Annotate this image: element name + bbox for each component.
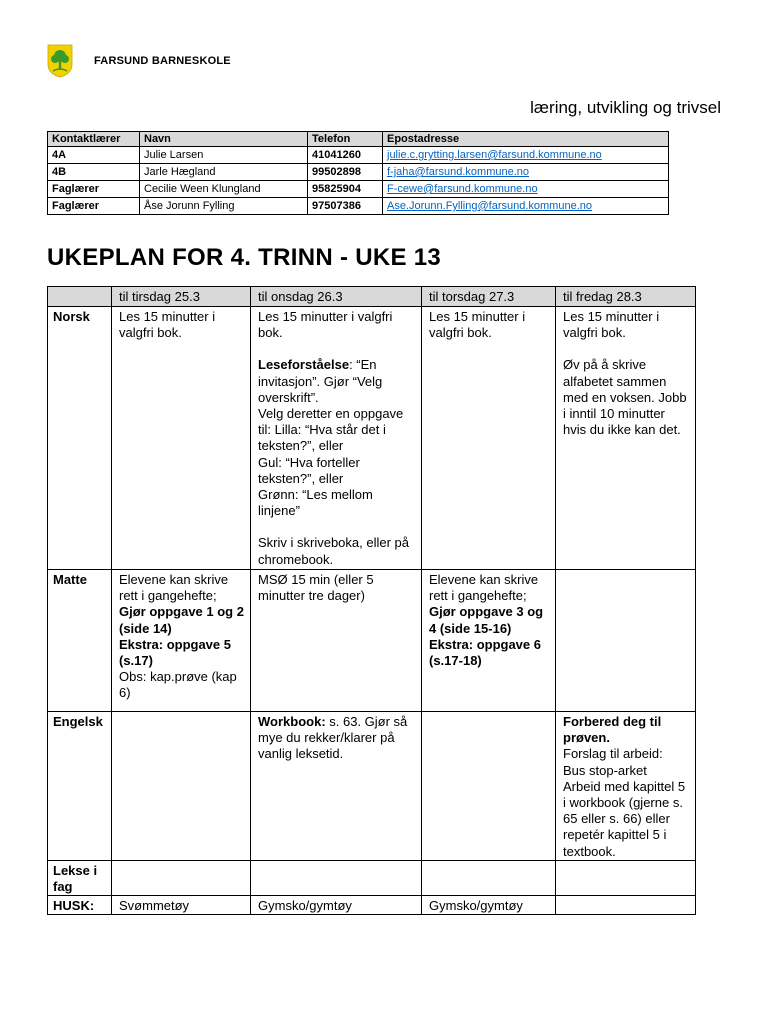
norsk-wed-task: Leseforståelse: “En invitasjon”. Gjør “Velg overskrift”. bbox=[258, 357, 383, 405]
contact-phone: 99502898 bbox=[308, 164, 383, 181]
norsk-wed-write: Skriv i skriveboka, eller på chromebook. bbox=[258, 535, 409, 567]
contact-name: Julie Larsen bbox=[140, 147, 308, 164]
subject-label: Engelsk bbox=[48, 712, 112, 861]
norsk-friday bbox=[556, 307, 696, 570]
norsk-fri-reading: Les 15 minutter i valgfri bok. bbox=[563, 309, 660, 341]
lekse-tuesday bbox=[112, 860, 251, 895]
week-plan-table bbox=[47, 286, 696, 915]
norsk-fri-alphabet: Øv på å skrive alfabetet sammen med en voksen. Jobb i inntil 10 minutter hvis du ikke kan det. bbox=[563, 357, 687, 438]
subject-row-lekse bbox=[48, 860, 696, 895]
norsk-wed-reading: Les 15 minutter i valgfri bok. bbox=[258, 309, 393, 341]
subject-label: Lekse i fag bbox=[48, 860, 112, 895]
table-row bbox=[48, 164, 669, 181]
norsk-wednesday bbox=[251, 307, 422, 570]
contact-email-link[interactable]: F-cewe@farsund.kommune.no bbox=[387, 183, 538, 195]
farsund-crest-icon bbox=[47, 44, 73, 78]
contact-phone: 41041260 bbox=[308, 147, 383, 164]
day-header-tuesday: til tirsdag 25.3 bbox=[112, 287, 251, 307]
contact-email-link[interactable]: julie.c.grytting.larsen@farsund.kommune.no bbox=[387, 149, 602, 161]
contact-role: Faglærer bbox=[48, 181, 140, 198]
page-title: UKEPLAN FOR 4. TRINN - UKE 13 bbox=[47, 244, 442, 271]
day-header-thursday: til torsdag 27.3 bbox=[422, 287, 556, 307]
lekse-friday bbox=[556, 860, 696, 895]
column-header-name: Navn bbox=[140, 132, 308, 147]
column-header-phone: Telefon bbox=[308, 132, 383, 147]
norsk-tuesday: Les 15 minutter i valgfri bok. bbox=[112, 307, 251, 570]
contact-email-link[interactable]: Ase.Jorunn.Fylling@farsund.kommune.no bbox=[387, 200, 592, 212]
contact-email-link[interactable]: f-jaha@farsund.kommune.no bbox=[387, 166, 530, 178]
contact-role: Faglærer bbox=[48, 198, 140, 215]
contact-name: Åse Jorunn Fylling bbox=[140, 198, 308, 215]
school-name: FARSUND BARNESKOLE bbox=[94, 55, 231, 67]
subject-row-norsk bbox=[48, 307, 696, 570]
subject-label: Norsk bbox=[48, 307, 112, 570]
school-slogan: læring, utvikling og trivsel bbox=[530, 98, 721, 117]
husk-friday bbox=[556, 896, 696, 915]
day-header-wednesday: til onsdag 26.3 bbox=[251, 287, 422, 307]
engelsk-friday: Forbered deg til prøven. Forslag til arbeid: Bus stop-arket Arbeid med kapittel 5 i workbook (gjerne s. 65 eller s. 66) eller repetér kapittel 5 i textbook. bbox=[556, 712, 696, 861]
subject-row-matte bbox=[48, 570, 696, 712]
contact-name: Jarle Hægland bbox=[140, 164, 308, 181]
contact-role: 4B bbox=[48, 164, 140, 181]
engelsk-thursday bbox=[422, 712, 556, 861]
table-row bbox=[48, 147, 669, 164]
matte-thursday: Elevene kan skrive rett i gangehefte; Gjør oppgave 3 og 4 (side 15-16) Ekstra: oppgave 6 (s.17-18) bbox=[422, 570, 556, 712]
norsk-wed-green: Grønn: “Les mellom linjene” bbox=[258, 487, 373, 519]
lekse-wednesday bbox=[251, 860, 422, 895]
norsk-wed-choice: Velg deretter en oppgave til: Lilla: “Hva står det i teksten?”, eller bbox=[258, 406, 404, 454]
husk-tuesday: Svømmetøy bbox=[112, 896, 251, 915]
engelsk-tuesday bbox=[112, 712, 251, 861]
subject-row-engelsk bbox=[48, 712, 696, 861]
table-row bbox=[48, 181, 669, 198]
husk-wednesday: Gymsko/gymtøy bbox=[251, 896, 422, 915]
table-row bbox=[48, 198, 669, 215]
contact-phone: 95825904 bbox=[308, 181, 383, 198]
column-header-role: Kontaktlærer bbox=[48, 132, 140, 147]
subject-label: HUSK: bbox=[48, 896, 112, 915]
husk-thursday: Gymsko/gymtøy bbox=[422, 896, 556, 915]
subject-row-husk bbox=[48, 896, 696, 915]
contact-role: 4A bbox=[48, 147, 140, 164]
contact-name: Cecilie Ween Klungland bbox=[140, 181, 308, 198]
norsk-wed-yellow: Gul: “Hva forteller teksten?”, eller bbox=[258, 454, 360, 486]
contact-phone: 97507386 bbox=[308, 198, 383, 215]
lekse-thursday bbox=[422, 860, 556, 895]
contact-table bbox=[47, 131, 669, 215]
matte-tuesday: Elevene kan skrive rett i gangehefte; Gjør oppgave 1 og 2 (side 14) Ekstra: oppgave 5 (s.17) Obs: kap.prøve (kap 6) bbox=[112, 570, 251, 712]
column-header-email: Epostadresse bbox=[383, 132, 669, 147]
norsk-thursday: Les 15 minutter i valgfri bok. bbox=[422, 307, 556, 570]
matte-wednesday: MSØ 15 min (eller 5 minutter tre dager) bbox=[251, 570, 422, 712]
day-header-friday: til fredag 28.3 bbox=[556, 287, 696, 307]
subject-label: Matte bbox=[48, 570, 112, 712]
contact-table-header bbox=[48, 132, 669, 147]
matte-friday bbox=[556, 570, 696, 712]
week-plan-header bbox=[48, 287, 696, 307]
subject-column-header bbox=[48, 287, 112, 307]
engelsk-wednesday: Workbook: s. 63. Gjør så mye du rekker/klarer på vanlig leksetid. bbox=[251, 712, 422, 861]
